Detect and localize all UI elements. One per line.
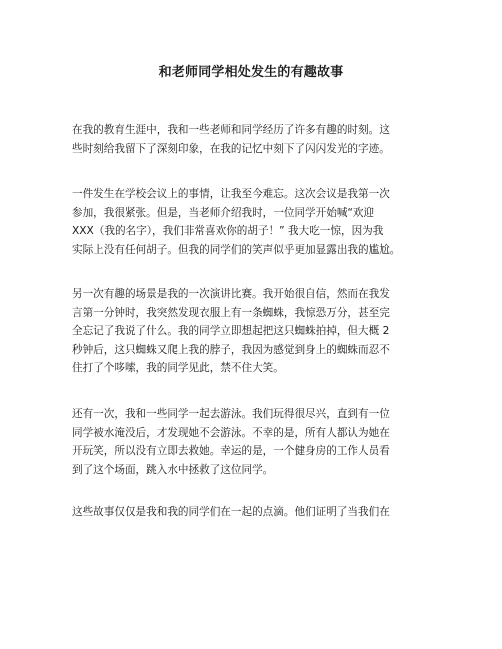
text-line: 住打了个哆嗦，我的同学见此，禁不住大笑。 <box>72 362 284 374</box>
text-line: 同学被水淹没后，才发现她不会游泳。不幸的是，所有人都认为她在 <box>72 426 390 439</box>
text-line: 开玩笑，所以没有立即去救她。幸运的是，一个健身房的工作人员看 <box>72 445 390 457</box>
text-line: 参加，我很紧张。但是，当老师介绍我时，一位同学开始喊“欢迎 <box>72 206 375 219</box>
paragraph-intro <box>72 121 444 158</box>
text-line: XXX（我的名字），我们非常喜欢你的胡子！” 我大吃一惊，因为我 <box>72 225 384 237</box>
text-line: 还有一次，我和一些同学一起去游泳。我们玩得很尽兴，直到有一位 <box>72 408 390 420</box>
text-line: 到了这个场面，跳入水中拯救了这位同学。 <box>72 463 274 476</box>
paragraph-school-meeting <box>72 185 444 259</box>
text-line: 这些故事仅仅是我和我的同学们在一起的点滴。他们证明了当我们在 <box>72 506 390 518</box>
paragraph-swimming <box>72 405 444 479</box>
document-title: 和老师同学相处发生的有趣故事 <box>158 65 344 80</box>
text-line: 一件发生在学校会议上的事情，让我至今难忘。这次会议是我第一次 <box>72 188 390 200</box>
text-line: 另一次有趣的场景是我的一次演讲比赛。我开始很自信，然而在我发 <box>72 288 390 300</box>
text-line: 些时刻给我留下了深刻印象，在我的记忆中刻下了闪闪发光的字迹。 <box>72 142 390 155</box>
text-line: 言第一分钟时，我突然发现衣服上有一条蜘蛛，我惊恐万分，甚至完 <box>72 306 390 319</box>
paragraph-conclusion <box>72 503 444 522</box>
text-line: 在我的教育生涯中，我和一些老师和同学经历了许多有趣的时刻。这 <box>72 124 390 136</box>
paragraph-speech-contest <box>72 285 444 378</box>
text-line: 全忘记了我说了什么。我的同学立即想起把这只蜘蛛拍掉，但大概 2 <box>72 325 390 337</box>
text-line: 实际上没有任何胡子。但我的同学们的笑声似乎更加显露出我的尴尬。 <box>72 243 401 256</box>
text-line: 秒钟后，这只蜘蛛又爬上我的脖子，我因为感觉到身上的蜘蛛而忍不 <box>72 343 390 356</box>
